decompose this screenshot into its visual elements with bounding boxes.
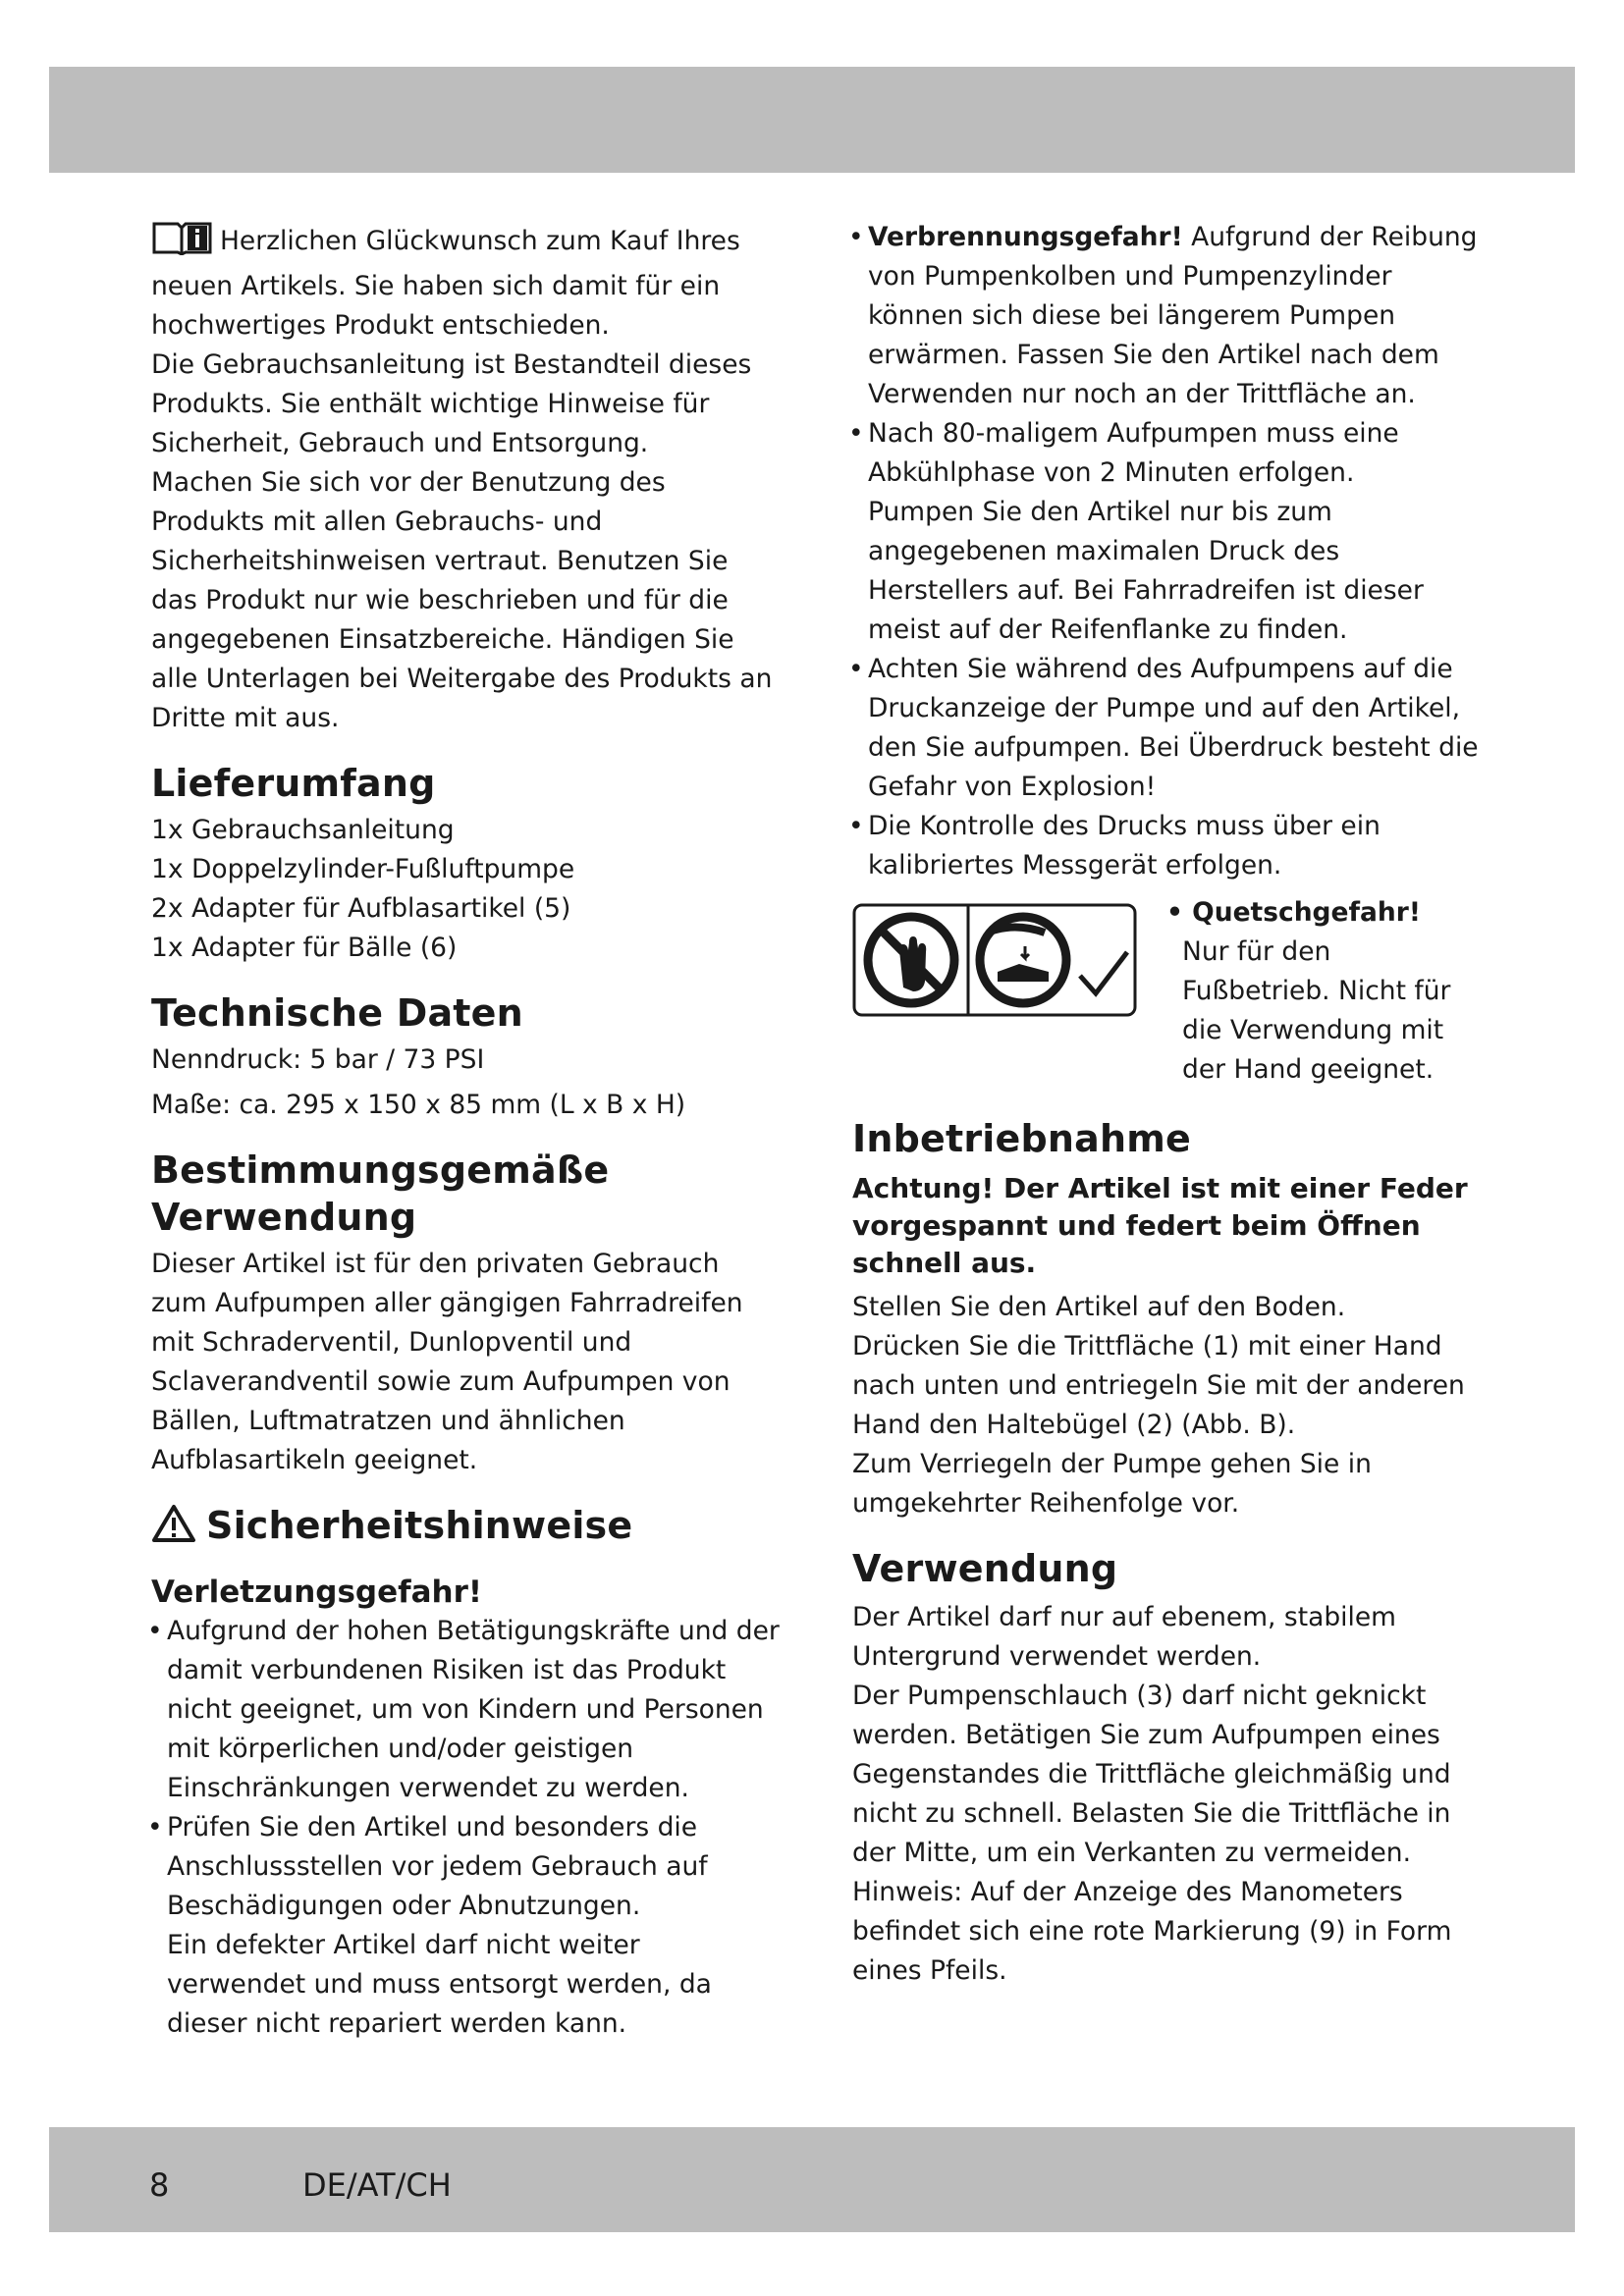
inbetriebnahme-heading: Inbetriebnahme [852,1117,1191,1160]
header-bar [49,67,1575,173]
left-column [147,218,780,2044]
quetschgefahr-text [1166,893,1481,1090]
info-book-icon [151,218,214,267]
list-item: • Achten Sie während des Aufpumpens auf die Druckanzeige der Pumpe und auf den Artikel, den Sie aufpumpen. Bei Überdruck besteht die Gefahr von Explosion! [848,654,1479,802]
inbetriebnahme-paragraph-3: Zum Verriegeln der Pumpe gehen Sie in umgekehrter Reihenfolge vor. [852,1449,1372,1519]
inbetriebnahme-paragraph-1: Stellen Sie den Artikel auf den Boden. [852,1292,1346,1322]
nenndruck-line: Nenndruck: 5 bar / 73 PSI [151,1044,485,1075]
bestimmung-heading-line-2: Verwendung [151,1196,417,1239]
sicherheit-continuation: Ein defekter Artikel darf nicht weiter verwendet und muss entsorgt werden, da dieser nicht repariert werden kann. [167,1930,712,2039]
list-item: • Prüfen Sie den Artikel und besonders die Anschlussstellen vor jedem Gebrauch auf Beschädigungen oder Abnutzungen. [147,1812,708,1921]
warning-triangle-icon [151,1503,196,1555]
bestimmung-text: Dieser Artikel ist für den privaten Gebrauch zum Aufpumpen aller gängigen Fahrradreifen mit Schraderventil, Dunlopventil und Sclaverandventil sowie zum Aufpumpen von Bällen, Luftmatratzen und ähnlichen Aufblasartikeln geeignet. [151,1249,743,1475]
sicherheit-bullet-list [147,1612,780,1926]
intro-paragraph-2: Die Gebrauchsanleitung ist Bestandteil dieses Produkts. Sie enthält wichtige Hinweise für Sicherheit, Gebrauch und Entsorgung. [151,349,752,458]
druck-continuation: Pumpen Sie den Artikel nur bis zum angegebenen maximalen Druck des Herstellers auf. Bei Fahrradreifen ist dieser meist auf der Reifenflanke zu finden. [868,497,1424,645]
lieferumfang-item: 1x Adapter für Bälle (6) [151,933,458,963]
feder-warning: Achtung! Der Artikel ist mit einer Feder vorgespannt und federt beim Öffnen schnell aus. [852,1172,1468,1279]
bestimmung-heading-line-1: Bestimmungsgemäße [151,1148,610,1192]
lieferumfang-item: 1x Doppelzylinder-Fußluftpumpe [151,854,575,884]
verwendung-paragraph-1: Der Artikel darf nur auf ebenem, stabilem Untergrund verwendet werden. [852,1602,1396,1672]
verletzungsgefahr-subheading: Verletzungsgefahr! [151,1575,483,1610]
intro-paragraph-1: Herzlichen Glückwunsch zum Kauf Ihres neuen Artikels. Sie haben sich damit für ein hochwertiges Produkt entschieden. [151,218,780,346]
technische-daten-heading: Technische Daten [151,991,523,1035]
quetschgefahr-block [852,893,1481,1090]
verwendung-paragraph-2: Der Pumpenschlauch (3) darf nicht geknickt werden. Betätigen Sie zum Aufpumpen eines Gegenstandes die Trittfläche gleichmäßig und nicht zu schnell. Belasten Sie die Trittfläche in der Mitte, um ein Verkanten zu vermeiden. [852,1681,1451,1868]
right-bullet-list [848,218,1481,493]
lieferumfang-item: 1x Gebrauchsanleitung [151,815,455,845]
verwendung-paragraph-3: Hinweis: Auf der Anzeige des Manometers befindet sich eine rote Markierung (9) in Form eines Pfeils. [852,1877,1452,1986]
lieferumfang-item: 2x Adapter für Aufblasartikel (5) [151,893,571,924]
intro-paragraph-3: Machen Sie sich vor der Benutzung des Produkts mit allen Gebrauchs- und Sicherheitshinweisen vertraut. Benutzen Sie das Produkt nur wie beschrieben und für die angegebenen Einsatzbereiche. Händigen Sie alle Unterlagen bei Weitergabe des Produkts an Dritte mit aus. [151,467,773,733]
sicherheit-heading: Sicherheitshinweise [151,1502,780,1555]
quetschgefahr-description: Nur für den Fußbetrieb. Nicht für die Verwendung mit der Hand geeignet. [1182,936,1451,1085]
quetschgefahr-label: • Quetschgefahr! [1166,897,1421,928]
footer-bar [49,2127,1575,2232]
no-hand-foot-use-icon [852,903,1137,1017]
verwendung-heading: Verwendung [852,1547,1118,1590]
inbetriebnahme-paragraph-2: Drücken Sie die Trittfläche (1) mit einer Hand nach unten und entriegeln Sie mit der anderen Hand den Haltebügel (2) (Abb. B). [852,1331,1465,1440]
lieferumfang-heading: Lieferumfang [151,762,436,805]
masse-line: Maße: ca. 295 x 150 x 85 mm (L x B x H) [151,1090,686,1120]
list-item: • Nach 80-maligem Aufpumpen muss eine Abkühlphase von 2 Minuten erfolgen. [848,418,1399,488]
list-item: • Die Kontrolle des Drucks muss über ein kalibriertes Messgerät erfolgen. [848,811,1380,881]
right-bullet-list-2 [848,650,1481,885]
list-item: • Aufgrund der hohen Betätigungskräfte und der damit verbundenen Risiken ist das Produkt nicht geeignet, um von Kindern und Personen mit körperlichen und/oder geistigen Einschränkungen verwendet zu werden. [147,1616,780,1803]
right-column [848,218,1481,1991]
page-number: 8 [149,2166,170,2204]
region-label: DE/AT/CH [302,2166,452,2204]
list-item: • Verbrennungsgefahr! Aufgrund der Reibung von Pumpenkolben und Pumpenzylinder können sich diese bei längerem Pumpen erwärmen. Fassen Sie den Artikel nach dem Verwenden nur noch an der Trittfläche an. [848,222,1478,409]
